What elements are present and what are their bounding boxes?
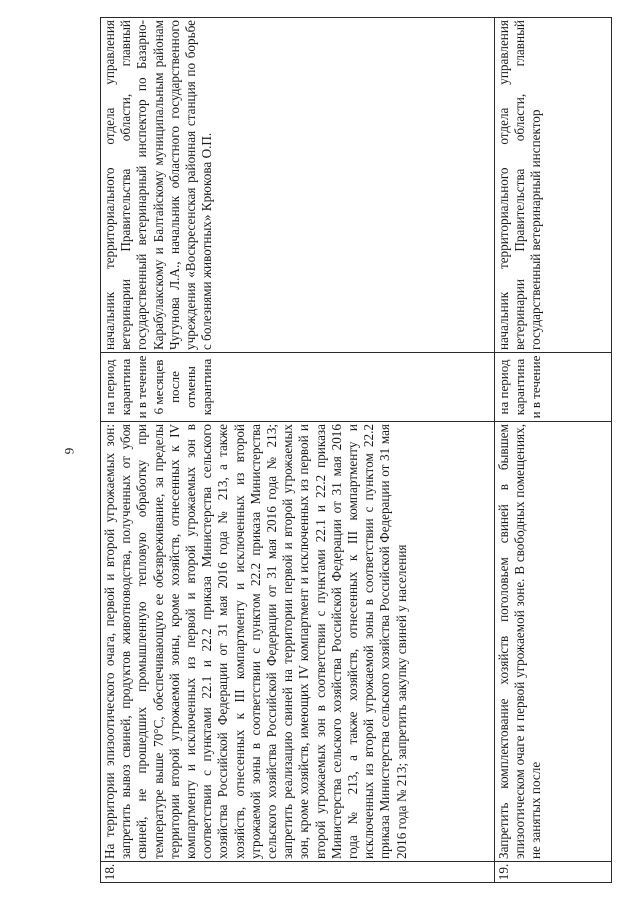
responsible-text: начальник территориального отдела управления ветеринарии Правительства области, главный государственный ветеринарный инспектор — [495, 18, 612, 353]
page-number: 9 — [61, 447, 77, 455]
measure-text: Запретить комплектование хозяйств поголовьем свиней в бывшем эпизоотическом очаге и первой угрожаемой зоне. В свободных помещениях, не занятых после — [495, 422, 612, 862]
responsible-text: начальник территориального отдела управления ветеринарии Правительства области, главный государственный ветеринарный инспектор по Базарно-Карабулакскому и Балтайскому муниципальным районам Чугунова Л.А., начальник областного государственного учреждения «Воскресенская районная станция по борьбе с болезнями животных» Крюкова О.П. — [101, 18, 495, 353]
row-number: 19. — [495, 862, 612, 883]
row-number: 18. — [101, 862, 495, 883]
period-text: на период карантина и в течение — [495, 353, 612, 422]
table-row — [101, 18, 495, 883]
measure-text: На территории эпизоотического очага, первой и второй угрожаемых зон: запретить вывоз свиней, продуктов животноводства, полученных от убоя свиней, не прошедших промышленную тепловую обработку при температуре выше 70°С, обеспечивающую ее обезвреживание, за пределы территории второй угрожаемой зоны, кроме хозяйств, отнесенных к IV компартменту и исключенных из первой и второй угрожаемых зон в соответствии с пунктами 22.1 и 22.2 приказа Министерства сельского хозяйства Российской Федерации от 31 мая 2016 года № 213, а также хозяйств, отнесенных к III компартменту и исключенных из второй угрожаемой зоны в соответствии с пунктом 22.2 приказа Министерства сельского хозяйства Российской Федерации от 31 мая 2016 года № 213; запретить реализацию свиней на территории первой и второй угрожаемых зон, кроме хозяйств, имеющих IV компартмент и исключенных из первой и второй угрожаемых зон в соответствии с пунктами 22.1 и 22.2 приказа Министерства сельского хозяйства Российской Федерации от 31 мая 2016 года № 213, а также хозяйств, отнесенных к III компартменту и исключенных из второй угрожаемой зоны в соответствии с пунктом 22.2 приказа Министерства сельского хозяйства Российской Федерации от 31 мая 2016 года № 213; запретить закупку свиней у населения — [101, 422, 495, 862]
table-row — [495, 18, 612, 883]
measures-table — [100, 17, 612, 883]
rotated-table-wrapper — [100, 17, 611, 883]
period-text: на период карантина и в течение 6 месяцев после отмены карантина — [101, 353, 495, 422]
